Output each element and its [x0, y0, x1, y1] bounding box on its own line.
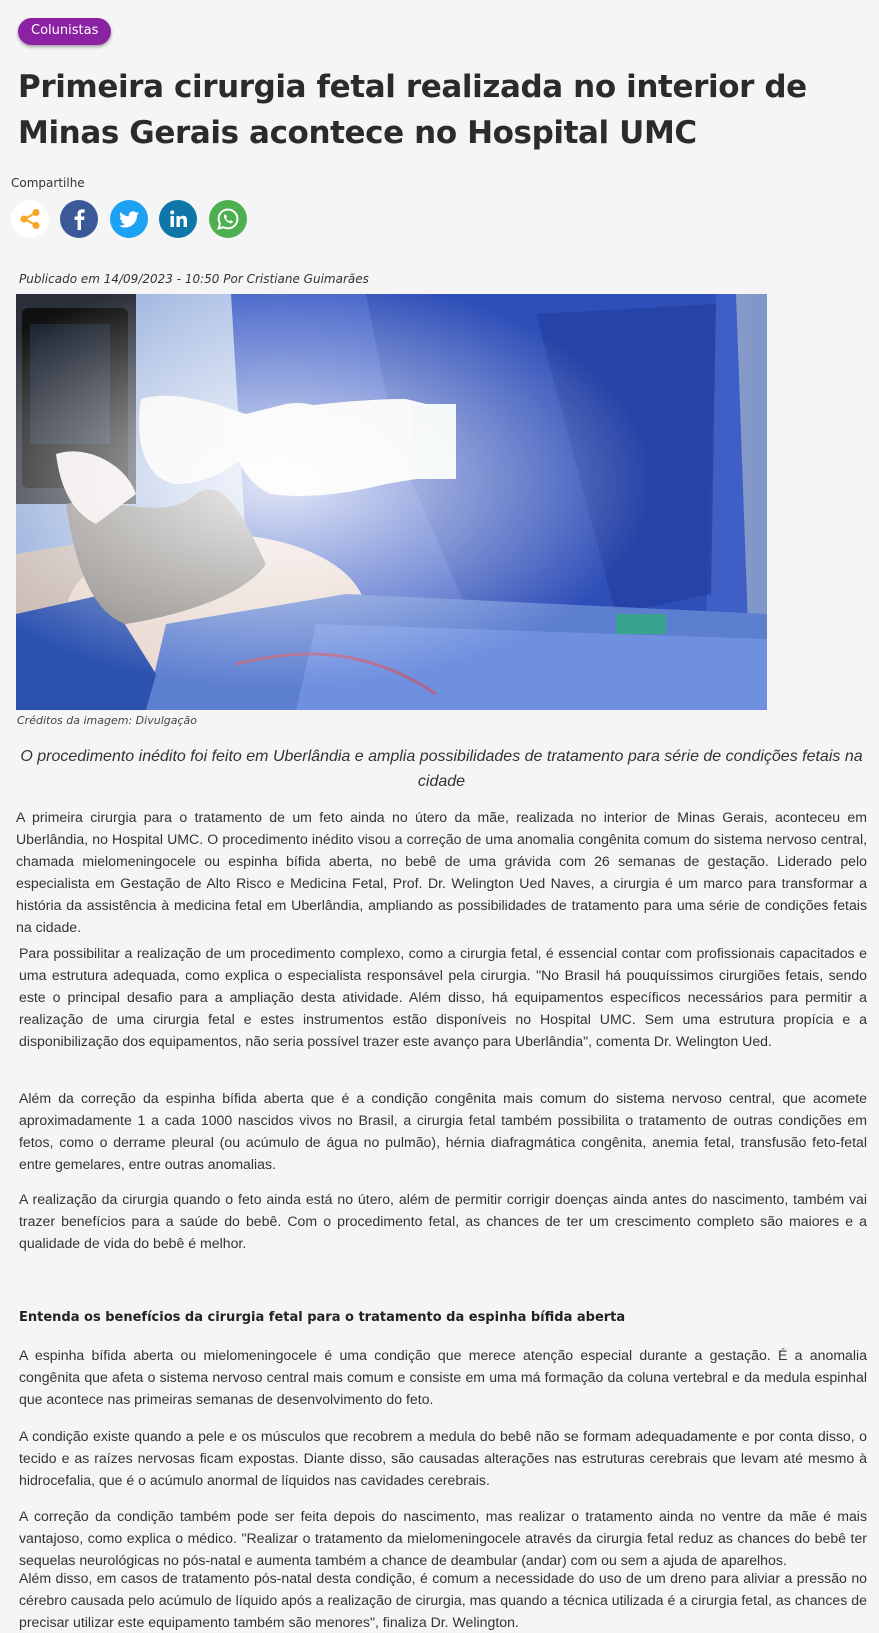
- linkedin-icon: [159, 200, 197, 238]
- paragraph-2: Para possibilitar a realização de um procedimento complexo, como a cirurgia fetal, é essencial contar com profissionais capacitados e uma estrutura adequada, como explica o especialista responsável pela cirurgia. "No Brasil há pouquíssimos cirurgiões fetais, sendo este o principal desafio para a ampliação desta atividade. Além disso, há equipamentos específicos necessários para permitir a realização de uma cirurgia fetal e estes instrumentos estão disponíveis no Hospital UMC. Sem uma estrutura propícia e a disponibilização dos equipamentos, não seria possível trazer este avanço para Uberlândia", comenta Dr. Welington Ued.: [19, 945, 867, 1049]
- image-credit: Créditos da imagem: Divulgação: [17, 714, 197, 727]
- section-paragraph-3: A correção da condição também pode ser feita depois do nascimento, mas realizar o tratamento ainda no ventre da mãe é mais vantajoso, como explica o médico. "Realizar o tratamento da mielomeningocele através da cirurgia fetal reduz as chances do bebê ter sequelas neurológicas no pós-natal e aumenta também a chance de deambular (andar) com ou sem a ajuda de aparelhos.: [19, 1508, 867, 1568]
- whatsapp-icon: [209, 200, 247, 238]
- section-heading: Entenda os benefícios da cirurgia fetal para o tratamento da espinha bífida aberta: [19, 1310, 626, 1325]
- paragraph-1: A primeira cirurgia para o tratamento de um feto ainda no útero da mãe, realizada no interior de Minas Gerais, aconteceu em Uberlândia, no Hospital UMC. O procedimento inédito visou a correção de uma anomalia congênita comum do sistema nervoso central, chamada mielomeningocele ou espinha bífida aberta, no bebê de uma grávida com 26 semanas de gestação. Liderado pelo especialista em Gestação de Alto Risco e Medicina Fetal, Prof. Dr. Welington Ued Naves, a cirurgia é um marco para transformar a história da assistência à medicina fetal em Uberlândia, ampliando as possibilidades de tratamento para uma série de condições fetais na cidade.: [16, 809, 867, 935]
- article-subtitle: O procedimento inédito foi feito em Uberlândia e amplia possibilidades de tratamento para série de condições fetais na cidade: [20, 748, 863, 790]
- twitter-icon: [110, 200, 148, 238]
- twitter-share-button[interactable]: [110, 200, 148, 238]
- share-button[interactable]: [11, 200, 49, 238]
- section-paragraph-2: A condição existe quando a pele e os músculos que recobrem a medula do bebê não se formam adequadamente e por conta disso, o tecido e as raízes nervosas ficam expostas. Diante disso, são causadas alterações nas estruturas cerebrais que levam até mesmo à hidrocefalia, que é o acúmulo anormal de líquidos nas cavidades cerebrais.: [19, 1428, 867, 1488]
- facebook-icon: [60, 200, 98, 238]
- section-paragraph-1: A espinha bífida aberta ou mielomeningocele é uma condição que merece atenção especial durante a gestação. É a anomalia congênita que afeta o sistema nervoso central mais comum e consiste em uma má formação da coluna vertebral e da medula espinhal que acontece nas primeiras semanas de desenvolvimento do feto.: [19, 1347, 867, 1407]
- share-icon: [11, 200, 49, 238]
- facebook-share-button[interactable]: [60, 200, 98, 238]
- published-info: Publicado em 14/09/2023 - 10:50 Por Cristiane Guimarães: [19, 272, 369, 286]
- paragraph-4: A realização da cirurgia quando o feto ainda está no útero, além de permitir corrigir doenças ainda antes do nascimento, também vai trazer benefícios para a saúde do bebê. Com o procedimento fetal, as chances de ter um crescimento completo são maiores e a qualidade de vida do bebê é melhor.: [19, 1191, 867, 1251]
- article-image: [16, 294, 767, 710]
- surgery-photo: [16, 294, 767, 710]
- section-paragraph-4: Além disso, em casos de tratamento pós-natal desta condição, é comum a necessidade do uso de um dreno para aliviar a pressão no cérebro causada pelo acúmulo de líquido após a realização de cirurgia, mas quando a técnica utilizada é a cirurgia fetal, as chances de precisar utilizar este equipamento também são menores", finaliza Dr. Welington.: [19, 1570, 867, 1630]
- linkedin-share-button[interactable]: [159, 200, 197, 238]
- article-title: Primeira cirurgia fetal realizada no interior de Minas Gerais acontece no Hospital UMC: [18, 69, 807, 151]
- category-badge[interactable]: Colunistas: [18, 18, 111, 45]
- share-label: Compartilhe: [11, 176, 85, 190]
- paragraph-3: Além da correção da espinha bífida aberta que é a condição congênita mais comum do sistema nervoso central, que acomete aproximadamente 1 a cada 1000 nascidos vivos no Brasil, a cirurgia fetal também possibilita o tratamento de outras condições em fetos, como o derrame pleural (ou acúmulo de água no pulmão), hérnia diafragmática congênita, anemia fetal, transfusão feto-fetal entre gemelares, entre outras anomalias.: [19, 1090, 867, 1172]
- whatsapp-share-button[interactable]: [209, 200, 247, 238]
